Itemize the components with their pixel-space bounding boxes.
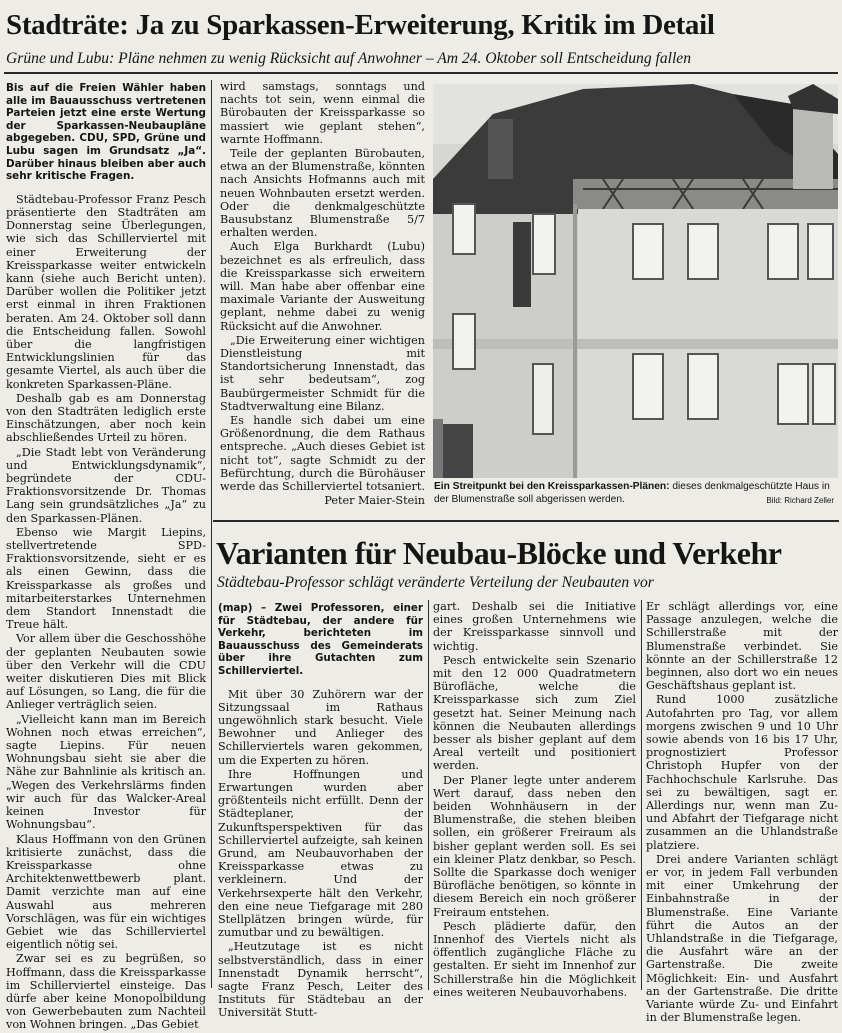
- paragraph: Vor allem über die Geschosshöhe der geplanten Neubauten sowie über den Verkehr will die CDU weiter diskutieren Dies mit Blick auf Lösungen, so Lang, die für die Anlieger verträglich seien.: [6, 632, 206, 712]
- article1-column-2: [220, 80, 425, 509]
- paragraph: wird samstags, sonntags und nachts tot sein, wenn einmal die Bürobauten der Kreissparkasse so massiert wie geplant stehen“, warnte Hoffmann.: [220, 80, 425, 146]
- photo-caption: [434, 481, 836, 506]
- headline-rule: [4, 72, 838, 74]
- paragraph: „Die Stadt lebt von Veränderung und Entwicklungsdynamik“, begründete der CDU-Fraktionsvorsitzende Dr. Thomas Lang sein grundsätzliches „Ja“ zu den Sparkassen-Plänen.: [6, 445, 206, 525]
- article2-column-3: [646, 600, 838, 1026]
- article2-column-1: [218, 602, 423, 1021]
- article1-column-1: [6, 82, 206, 1033]
- paragraph: Ebenso wie Margit Liepins, stellvertretende SPD-Fraktionsvorsitzende, sieht er es als einen Gewinn, dass die Kreissparkasse als großes und mitarbeiterstarkes Unternehmen dem Standort Innenstadt die Treue hält.: [6, 525, 206, 632]
- paragraph: Klaus Hoffmann von den Grünen kritisierte zunächst, dass die Kreissparkasse ohne Architektenwettbewerb plant. Damit verzichte man auf eine Auswahl aus mehreren Vorschlägen, was für ein wichtiges Gebiet wie das Schillerviertel eigentlich nötig sei.: [6, 832, 206, 952]
- paragraph: Mit über 30 Zuhörern war der Sitzungssaal im Rathaus ungewöhnlich stark besucht. Viele Bewohner und Anlieger des Schillerviertels waren gekommen, um die Experten zu hören.: [218, 687, 423, 767]
- author-byline: Peter Maier-Stein: [324, 494, 425, 508]
- article2-headline: Varianten für Neubau-Blöcke und Verkehr: [216, 535, 782, 571]
- paragraph: Deshalb gab es am Donnerstag von den Stadträten lediglich erste Einschätzungen, aber noch kein abschließendes Urteil zu hören.: [6, 391, 206, 445]
- paragraph: Rund 1000 zusätzliche Autofahrten pro Tag, vor allem morgens zwischen 9 und 10 Uhr sowie abends von 16 bis 17 Uhr, prognostiziert Professor Christoph Hupfer von der Fachhochschule Karlsruhe. Das sei zu bewältigen, sagt er. Allerdings nur, wenn man Zu- und Abfahrt der Tiefgarage nicht zusammen an die Uhlandstraße platziere.: [646, 693, 838, 852]
- photo-caption-bold: Ein Streitpunkt bei den Kreissparkassen-Plänen:: [434, 481, 670, 492]
- paragraph: Ihre Hoffnungen und Erwartungen wurden aber größtenteils nicht erfüllt. Denn der Städteplaner, der Zukunftsperspektiven für das Schillerviertel aufzeigte, sah keinen Grund, am Neubauvorhaben der Kreissparkasse etwas zu verkleinern. Und der Verkehrsexperte hält den Verkehr, den eine neue Tiefgarage mit 280 Stellplätzen bringen würde, für zumutbar und zu bewältigen.: [218, 767, 423, 940]
- article-separator: [213, 520, 839, 522]
- paragraph: Der Planer legte unter anderem Wert darauf, dass neben den beiden Wohnhäusern in der Blumenstraße, die stehen bleiben sollen, ein größerer Freiraum als bisher geplant werden soll. Es sei ein kleiner Platz denkbar, so Pesch. Sollte die Sparkasse doch weniger Bürofläche benötigen, so könnte in diesem Bereich ein noch größerer Freiraum entstehen.: [433, 773, 636, 919]
- building-photo: [433, 84, 838, 478]
- paragraph: „Heutzutage ist es nicht selbstverständlich, dass in einer Innenstadt Dynamik herrscht“, sagte Franz Pesch, Leiter des Instituts für Städtebau an der Universität Stutt-: [218, 940, 423, 1020]
- paragraph: Pesch plädierte dafür, den Innenhof des Viertels nicht als öffentlich zugängliche Fläche zu gestalten. Er sieht im Innenhof zur Schillerstraße hin die Möglichkeit eines weiteren Neubauvorhabens.: [433, 919, 636, 999]
- paragraph: Drei andere Varianten schlägt er vor, in jedem Fall verbunden mit einer Umkehrung der Einbahnstraße in der Blumenstraße. Eine Variante führt die Autos an der Uhlandstraße in die Tiefgarage, die Ausfahrt wäre an der Gartenstraße. Die zweite Möglichkeit: Ein- und Ausfahrt an der Gartenstraße. Die dritte Variante würde Zu- und Einfahrt in der Blumenstraße legen.: [646, 852, 838, 1025]
- article-headline: Stadträte: Ja zu Sparkassen-Erweiterung, Kritik im Detail: [6, 9, 715, 41]
- column-divider: [211, 80, 212, 988]
- column-divider: [428, 600, 429, 990]
- half-timbered-house-image: [433, 84, 838, 478]
- article1-lead: Bis auf die Freien Wähler haben alle im Bauausschuss vertretenen Parteien jetzt eine erste Wertung der Sparkassen-Neubaupläne abgegeben. CDU, SPD, Grüne und Lubu sagen im Grundsatz „Ja“. Darüber hinaus bleiben aber auch sehr kritische Fragen.: [6, 82, 206, 183]
- photo-credit: Bild: Richard Zeller: [766, 495, 834, 505]
- article2-subheadline: Städtebau-Professor schlägt veränderte Verteilung der Neubauten vor: [217, 574, 654, 591]
- paragraph: Er schlägt allerdings vor, eine Passage anzulegen, welche die Schillerstraße mit der Blumenstraße verbindet. Sie könnte an der Schillerstraße 12 beginnen, also dort wo ein neues Geschäftshaus geplant ist.: [646, 600, 838, 693]
- column-divider: [641, 600, 642, 990]
- paragraph: Zwar sei es zu begrüßen, so Hoffmann, dass die Kreissparkasse im Schillerviertel einsteige. Das dürfe aber keine Monopolbildung von Gewerbebauten zum Nachteil von Wohnen bringen. „Das Gebiet: [6, 952, 206, 1032]
- article-subheadline: Grüne und Lubu: Pläne nehmen zu wenig Rücksicht auf Anwohner – Am 24. Oktober soll Entscheidung fallen: [6, 50, 692, 67]
- paragraph: Teile der geplanten Bürobauten, etwa an der Blumenstraße, könnten nach Ansichts Hofmanns auch mit neuen Wohnbauten ersetzt werden. Oder die denkmalgeschützte Bausubstanz Blumenstraße 5/7 erhalten werden.: [220, 147, 425, 240]
- paragraph: Es handle sich dabei um eine Größenordnung, die dem Rathaus entspreche. „Auch dieses Gebiet ist nicht tot“, sagte Schmidt zu der Befürchtung, durch die Bürohäuser werde das Schillerviertel totsaniert.: [220, 414, 425, 494]
- paragraph: Auch Elga Burkhardt (Lubu) bezeichnet es als erfreulich, dass die Kreissparkasse sich erweitern will. Man habe aber offenbar eine maximale Variante der Ausweitung geplant, nehme dabei zu wenig Rücksicht auf die Anwohner.: [220, 240, 425, 333]
- paragraph: „Die Erweiterung einer wichtigen Dienstleistung mit Standortsicherung Innenstadt, das ist sehr bedeutsam“, zog Baubürgermeister Schmidt für die Stadtverwaltung eine Bilanz.: [220, 333, 425, 413]
- paragraph: „Vielleicht kann man im Bereich Wohnen noch etwas erreichen“, sagte Liepins. Für neuen Wohnungsbau sieht sie aber die Nähe zur Bahnlinie als kritisch an. „Wegen des Verkehrslärms finden wir auch für das Walcker-Areal keinen Investor für Wohnungsbau“.: [6, 712, 206, 832]
- photo-caption-text: dieses denkmalgeschützte Haus in der Blumenstraße soll abgerissen werden.: [434, 481, 830, 505]
- paragraph: Pesch entwickelte sein Szenario mit den 12 000 Quadratmetern Bürofläche, welche die Kreissparkasse sich zum Ziel gesetzt hat. Seiner Meinung nach können die Neubauten allerdings besser als bisher geplant auf dem Areal verteilt und positioniert werden.: [433, 653, 636, 773]
- paragraph: Städtebau-Professor Franz Pesch präsentierte den Stadträten am Donnerstag seine Überlegungen, wie sich das Schillerviertel mit einer Erweiterung der Kreissparkasse weiter entwickeln kann (siehe auch Bericht unten). Darüber wollen die Politiker jetzt erst einmal in ihren Fraktionen beraten. Am 24. Oktober soll dann die Entscheidung fallen. Sowohl über die langfristigen Entwicklungslinien für das gesamte Viertel, als auch über die konkreten Sparkassen-Pläne.: [6, 192, 206, 391]
- paragraph: gart. Deshalb sei die Initiative eines großen Unternehmens wie der Kreissparkasse sinnvoll und wichtig.: [433, 600, 636, 653]
- article2-column-2: [433, 600, 636, 1000]
- article2-lead: (map) – Zwei Professoren, einer für Städtebau, der andere für Verkehr, berichteten im Bauausschuss des Gemeinderats über ihre Gutachten zum Schillerviertel.: [218, 602, 423, 677]
